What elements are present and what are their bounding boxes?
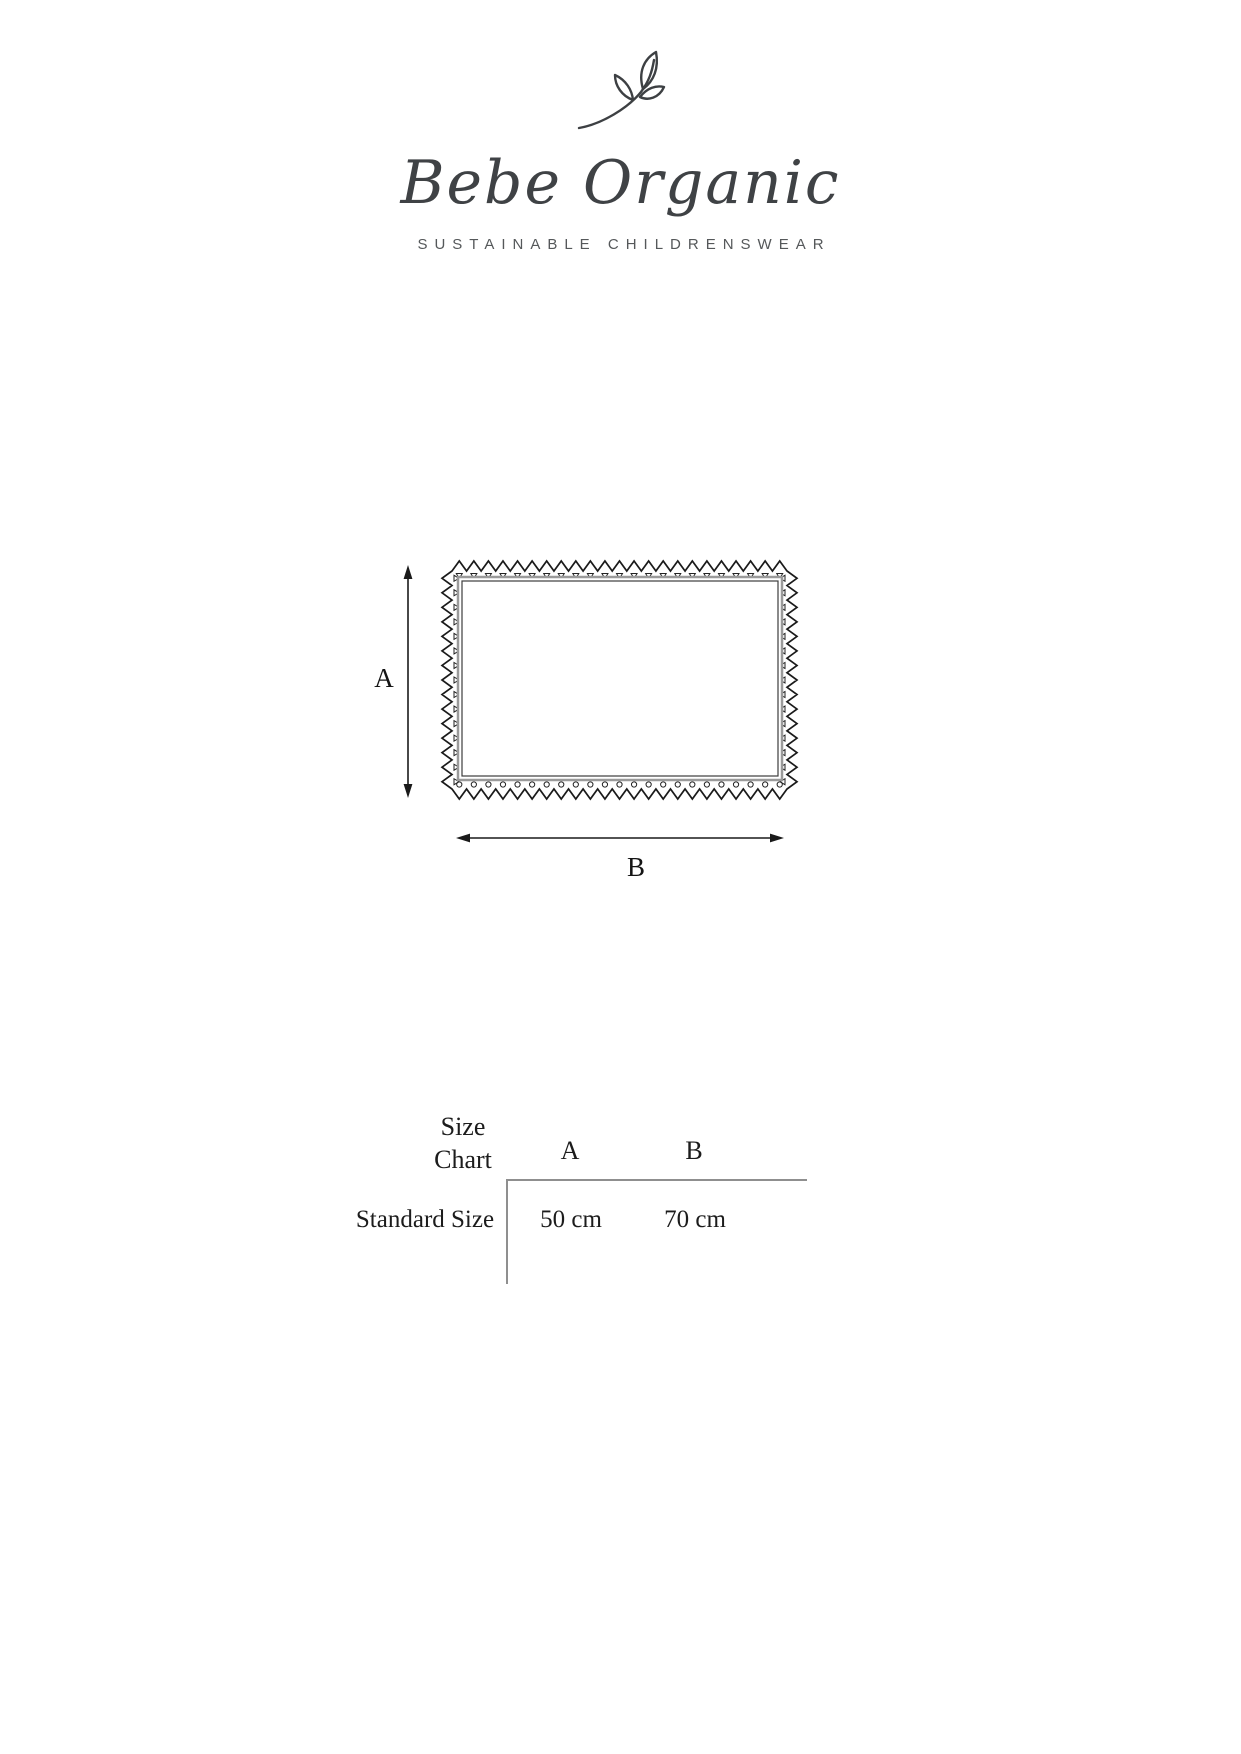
- brand-name: Bebe Organic: [400, 148, 841, 218]
- leaf-branch-icon: [560, 44, 680, 136]
- column-header-a: A: [560, 1136, 580, 1165]
- table-rule-horizontal: [506, 1179, 807, 1181]
- blanket-dimension-diagram: [360, 530, 830, 880]
- standard-size-value-b: 70 cm: [664, 1206, 726, 1233]
- dimension-a-label: A: [374, 663, 394, 693]
- row-label-standard-size: Standard Size: [355, 1206, 495, 1233]
- brand-tagline: SUSTAINABLE CHILDRENSWEAR: [417, 236, 831, 253]
- inner-rect-outer-line: [458, 577, 782, 780]
- size-chart-title: Size Chart: [434, 1112, 492, 1174]
- leaf-top: [641, 52, 657, 89]
- leaf-left: [615, 75, 633, 100]
- dimension-arrow-b: [456, 834, 784, 843]
- dimension-b-label: B: [626, 852, 645, 882]
- table-rule-vertical: [506, 1179, 508, 1284]
- column-header-b: B: [685, 1136, 703, 1165]
- standard-size-value-a: 50 cm: [540, 1206, 602, 1233]
